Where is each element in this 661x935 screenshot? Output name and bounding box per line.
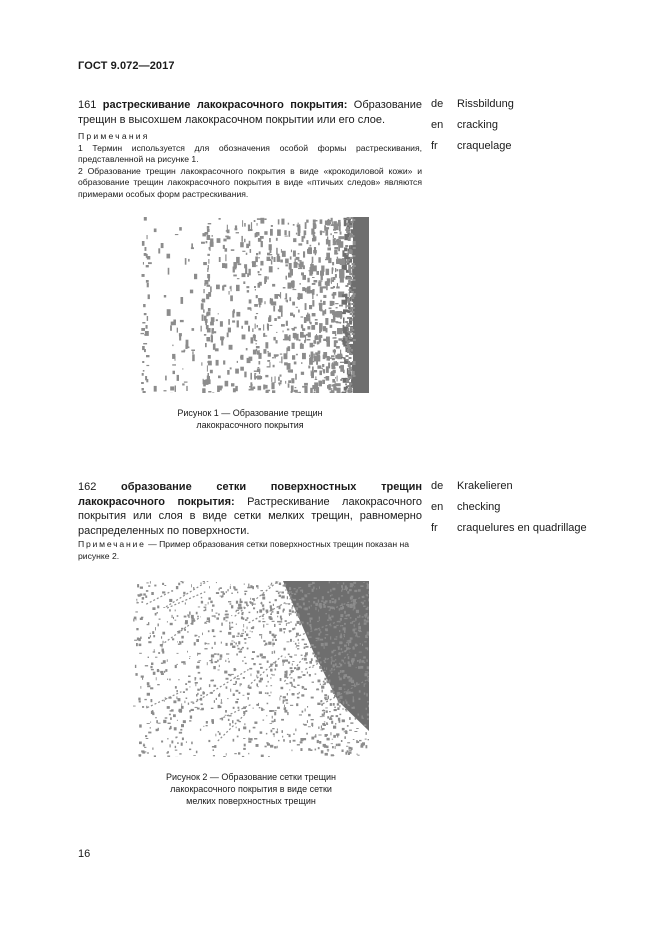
translation-de	[431, 476, 651, 497]
lang-code: en	[431, 119, 444, 131]
term-161-definition: Образование трещин в высохшем лакокрасочном покрытии или его слое.	[78, 99, 422, 126]
term-162-number: 162	[78, 481, 97, 493]
translation-fr	[431, 518, 651, 539]
translation-fr	[431, 136, 631, 157]
figure-2-checking-photo	[133, 581, 369, 757]
figure-1-image	[133, 217, 369, 393]
figure-1-cracking-photo	[133, 217, 369, 393]
lang-term: checking	[457, 501, 501, 513]
lang-term: craquelage	[457, 140, 512, 152]
lang-term: craquelures en quadrillage	[457, 522, 587, 534]
translation-en	[431, 115, 631, 136]
lang-code: de	[431, 98, 444, 110]
note-2: 2 Образование трещин лакокрасочного покрытия в виде «крокодиловой кожи» и образование трещин лакокрасочного покрытия в виде «птичьих следов» являются примерами особых форм растрескивания.	[78, 165, 422, 199]
figure-1-caption-line-1: Рисунок 1 — Образование трещин	[177, 408, 323, 418]
term-162-translations	[431, 476, 651, 542]
term-161-notes	[78, 131, 422, 201]
figure-2-caption-line-3: мелких поверхностных трещин	[186, 796, 316, 806]
note-1: 1 Термин используется для обозначения особой формы растрескивания, представленной на рисунке 1.	[78, 142, 422, 165]
translation-de	[431, 94, 631, 115]
term-161-entry	[78, 98, 422, 127]
lang-term: Rissbildung	[457, 98, 514, 110]
term-162-entry	[78, 480, 422, 538]
figure-2-image	[133, 581, 369, 757]
lang-term: Krakelieren	[457, 480, 513, 492]
figure-2-caption-line-2: лакокрасочного покрытия в виде сетки	[170, 784, 332, 794]
figure-2-caption	[140, 771, 362, 807]
translation-en	[431, 497, 651, 518]
document-header: ГОСТ 9.072—2017	[78, 60, 175, 72]
page-number: 16	[78, 848, 91, 860]
term-161-number: 161	[78, 99, 97, 111]
lang-code: fr	[431, 140, 438, 152]
term-162-definition: Растрескивание лакокрасочного покрытия или слоя в виде сетки мелких трещин, равномерно распределенных по поверхности.	[78, 495, 422, 537]
figure-2-caption-line-1: Рисунок 2 — Образование сетки трещин	[165, 772, 337, 782]
note-label: Примечание	[78, 539, 146, 549]
lang-term: cracking	[457, 119, 498, 131]
term-161-title: растрескивание лакокрасочного покрытия:	[102, 99, 348, 111]
term-161-translations	[431, 94, 631, 160]
note-text: — Пример образования сетки поверхностных трещин показан на рисунке 2.	[78, 539, 409, 561]
notes-title: Примечания	[78, 131, 150, 141]
term-162-note	[78, 539, 422, 562]
lang-code: de	[431, 480, 444, 492]
term-162-title: образование сетки поверхностных трещин лакокрасочного покрытия:	[78, 481, 422, 508]
figure-1-caption	[150, 407, 350, 431]
lang-code: fr	[431, 522, 438, 534]
figure-1-caption-line-2: лакокрасочного покрытия	[196, 420, 304, 430]
lang-code: en	[431, 501, 444, 513]
